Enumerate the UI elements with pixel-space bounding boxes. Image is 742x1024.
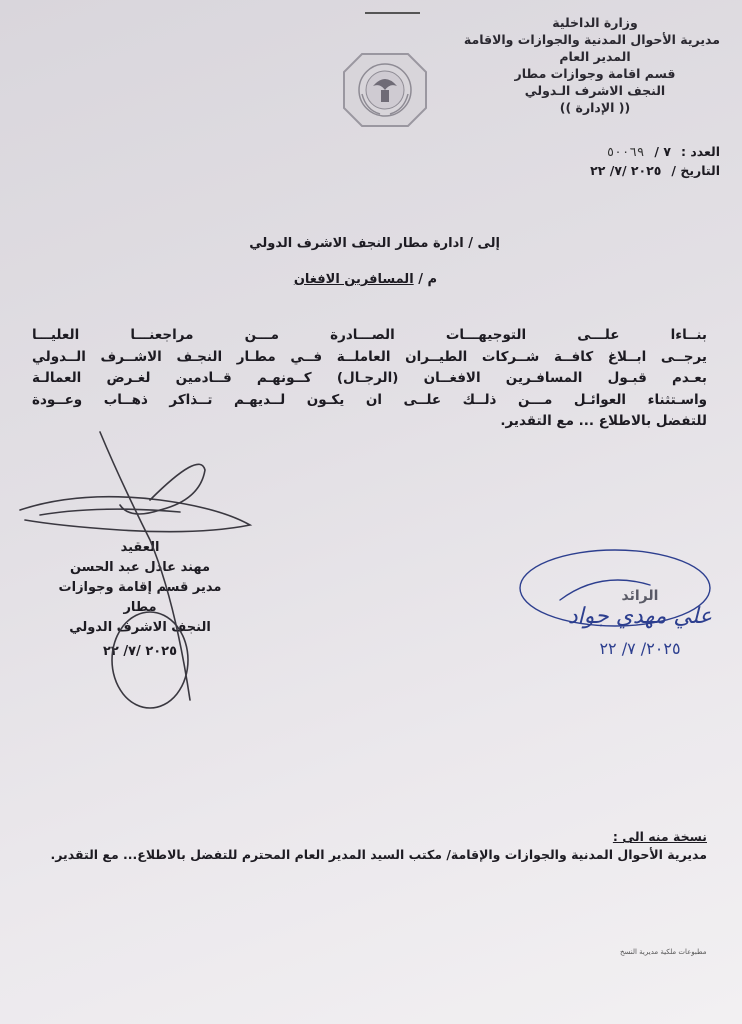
body-line: واسـتثناء العوائـل مـــن ذلــك علــى ان يكـون لــديهـم تــذاكر ذهــاب وعــودة xyxy=(32,391,707,408)
signatory-title: الرائد xyxy=(621,588,659,604)
signatory-position: النجف الاشرف الدولي xyxy=(69,620,211,635)
signatory-position: مدير قسم إقامة وجوازات مطار xyxy=(58,580,222,615)
letterhead-line: مديرية الأحوال المدنية والجوازات والاقامة xyxy=(463,32,720,47)
footer-imprint: مطبوعات ملكية مديرية النسخ xyxy=(620,948,707,956)
signatory-name: مهند عادل عبد الحسن xyxy=(69,560,211,575)
letterhead-line: (( الإدارة )) xyxy=(559,100,631,115)
letterhead-line: النجف الاشرف الـدولي xyxy=(524,83,666,98)
signatory-name: علي مهدي جواد xyxy=(567,604,713,629)
copy-to-block xyxy=(27,828,707,864)
body-line: للتفضل بالاطلاع ... مع التقدير. xyxy=(500,413,707,429)
body-line: بنــاءا علـــى التوجيهـــات الصـــادرة مـــن مراجعنـــا العليـــا xyxy=(32,327,707,343)
reference-number xyxy=(500,142,720,161)
copy-to-label: نسخة منه الى : xyxy=(612,829,707,844)
signature-block-major xyxy=(545,588,735,658)
letter-body xyxy=(32,325,707,433)
recipient: إلى / ادارة مطار النجف الاشرف الدولي xyxy=(249,236,500,251)
body-line: بعـدم قبـول المسافـرين الافغــان (الرجـال) كــونهـم قــادمين لغـرض العمالـة xyxy=(32,370,707,386)
letterhead xyxy=(463,14,720,116)
reference-number-label: العدد : xyxy=(680,144,720,159)
ministry-seal-icon xyxy=(340,50,430,130)
letterhead-line: المدير العام xyxy=(559,49,631,64)
letterhead-line: وزارة الداخلية xyxy=(552,15,638,30)
reference-date xyxy=(500,161,720,180)
top-rule xyxy=(365,12,420,14)
subject-label: م / xyxy=(418,272,437,287)
signatory-date: ٢٠٢٥ /٧/ ٢٢ xyxy=(102,644,178,659)
body-line: يرجــى ابــلاغ كافــة شــركات الطيــران العاملــة فــي مطـار النجـف الاشــرف الــدولي xyxy=(32,348,707,365)
reference-number-handwritten: ٥٠٠٦٩ xyxy=(606,144,645,159)
reference-number-value: ٧ / xyxy=(654,144,671,159)
letterhead-line: قسم اقامة وجوازات مطار xyxy=(514,66,676,81)
signatory-title: العقيد xyxy=(120,540,160,555)
signatory-date: ٢٠٢٥/ ٧/ ٢٢ xyxy=(599,639,681,658)
subject-text: المسافرين الافغان xyxy=(293,272,414,287)
signature-block-colonel xyxy=(40,538,240,662)
copy-to-text: مديرية الأحوال المدنية والجوازات والإقامة/ مكتب السيد المدير العام المحترم للتفضل بالاطلاع... مع التقدير. xyxy=(50,847,707,862)
reference-date-label: التاريخ / xyxy=(671,163,720,178)
subject-line xyxy=(294,272,437,287)
reference-block xyxy=(500,142,720,180)
reference-date-value: ٢٠٢٥ /٧/ ٢٢ xyxy=(590,163,662,178)
